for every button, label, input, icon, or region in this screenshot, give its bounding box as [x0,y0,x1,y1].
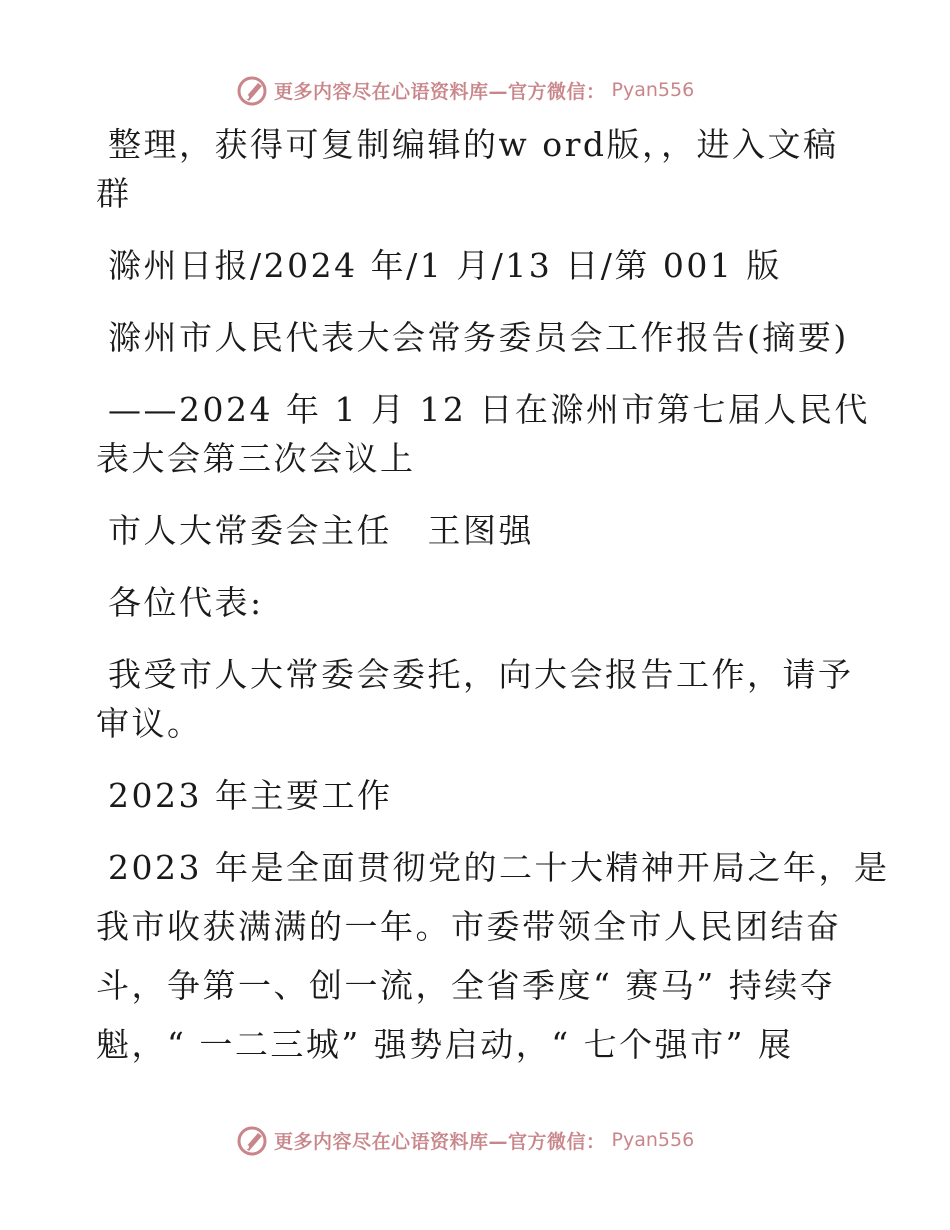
watermark-text: 更多内容尽在心语资料库—官方微信： [274,80,606,103]
document-body [96,120,890,1069]
body-line-4: 魁，“ 一二三城” 强势启动，“ 七个强市” 展 [96,1025,794,1064]
watermark-handle: Pyan556 [611,79,695,101]
body-line-1: 2023 年是全面贯彻党的二十大精神开局之年，是 [108,848,890,887]
document-title: 滁州市人民代表大会常务委员会工作报告(摘要) [108,318,849,357]
opening-line-1: 我受市人大常委会委托，向大会报告工作，请予 [108,655,854,694]
subtitle-line-2: 表大会第三次会议上 [96,439,416,478]
subtitle-line-1: ——2024 年 1 月 12 日在滁州市第七届人民代 [108,390,870,429]
watermark-banner-top [236,72,694,108]
body-line-3: 斗，争第一、创一流，全省季度“ 赛马” 持续夺 [96,966,836,1005]
body-line-2: 我市收获满满的一年。市委带领全市人民团结奋 [96,907,842,946]
pen-circle-logo-icon [236,74,268,106]
intro-line-1: 整理，获得可复制编辑的w ord版，，进入文稿 [108,125,839,164]
opening-line-2: 审议。 [96,704,203,743]
source-line: 滁州日报/2024 年/1 月/13 日/第 001 版 [108,246,782,285]
pen-circle-logo-icon [236,1124,268,1156]
watermark-text: 更多内容尽在心语资料库—官方微信： [274,1130,606,1153]
intro-line-2: 群 [96,174,132,213]
salutation: 各位代表: [108,583,264,622]
section-heading: 2023 年主要工作 [108,776,393,815]
watermark-handle: Pyan556 [611,1129,695,1151]
author-line: 市人大常委会主任 王图强 [108,511,534,550]
watermark-banner-bottom [236,1122,694,1158]
